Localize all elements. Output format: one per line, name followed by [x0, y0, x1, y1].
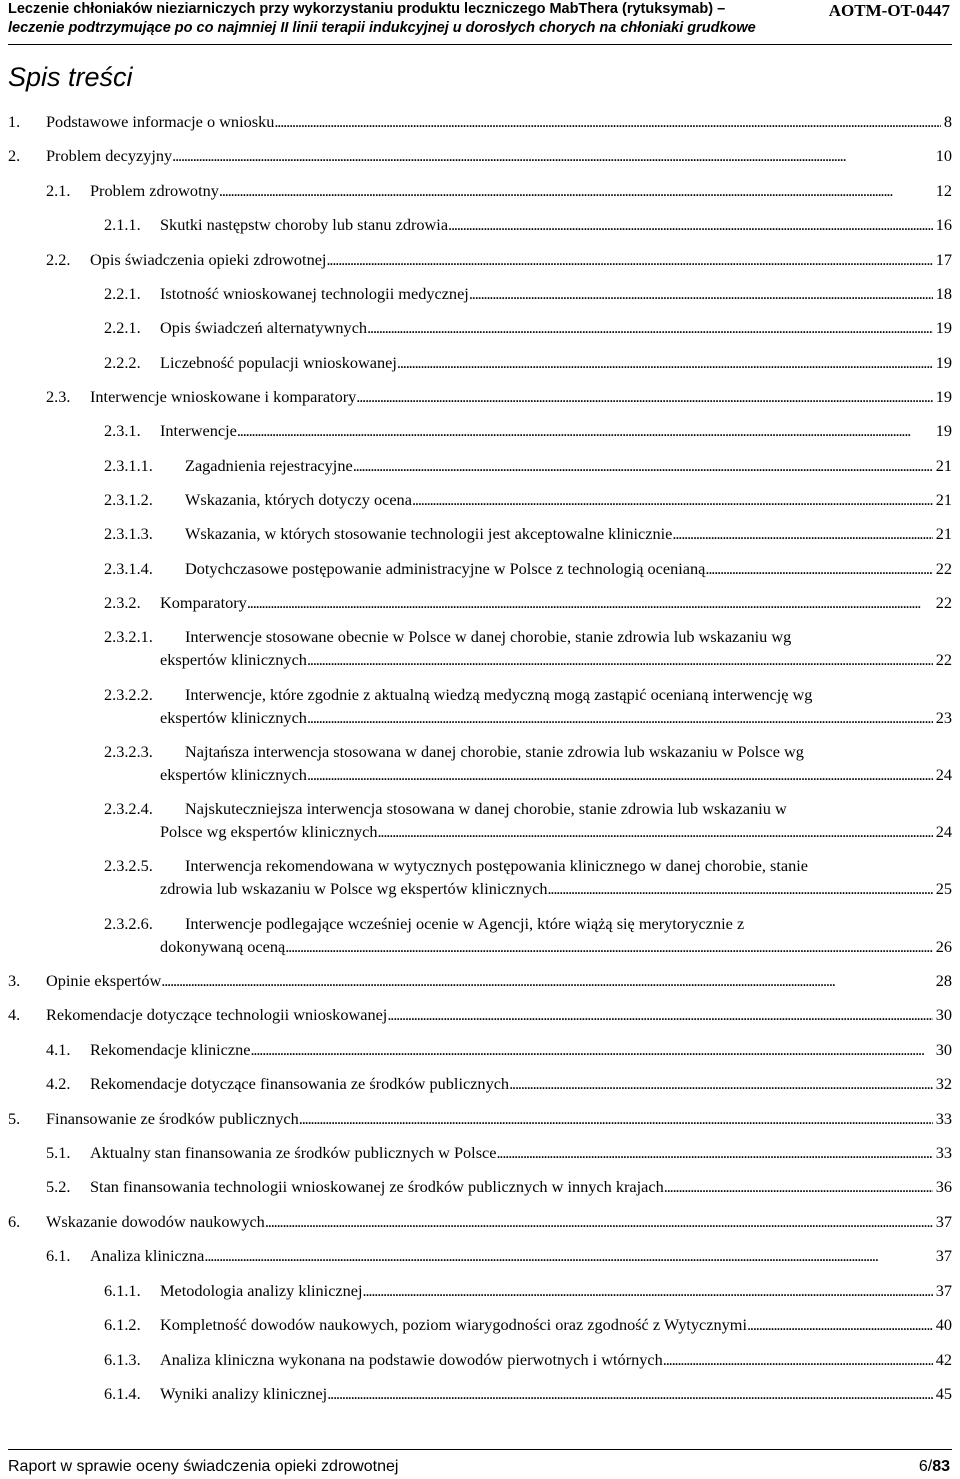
leader-dots: [219, 179, 933, 202]
header-title-line1: Leczenie chłoniaków nieziarniczych przy wykorzystaniu produktu leczniczego MabThera (rytuksymab) –: [8, 1, 726, 17]
toc-entry-line: [160, 648, 952, 671]
toc-entry-number: 2.3.2.4.: [104, 799, 153, 818]
toc-entry-line: [185, 488, 952, 511]
toc-entry-line: [160, 1382, 952, 1405]
toc-page-number: 22: [935, 650, 952, 669]
toc-entry-number: 2.3.2.2.: [104, 685, 153, 704]
toc-entry-text-line1: Interwencje podlegające wcześniej ocenie w Agencji, które wiążą się merytorycznie z: [185, 914, 745, 933]
toc-entry[interactable]: [46, 1072, 952, 1095]
toc-entry-number: 2.2.: [46, 250, 71, 269]
toc-entry-text: Opis świadczenia opieki zdrowotnej: [90, 250, 327, 269]
toc-entry-number: 2.3.1.3.: [104, 524, 153, 543]
toc-entry-text-line2: ekspertów klinicznych: [160, 708, 307, 727]
toc-entry[interactable]: [46, 1038, 952, 1061]
toc-entry-text: Wskazanie dowodów naukowych: [46, 1212, 265, 1231]
leader-dots: [377, 820, 932, 843]
toc-page-number: 26: [935, 937, 952, 956]
toc-entry-line: [160, 419, 952, 442]
toc-entry[interactable]: [8, 110, 952, 133]
toc-entry-line: [160, 763, 952, 786]
toc-entry-line: [90, 1175, 952, 1198]
toc-entry-line: [185, 454, 952, 477]
toc-entry-number: 5.2.: [46, 1177, 71, 1196]
toc-entry-number: 2.1.: [46, 181, 71, 200]
toc-entry-number: 2.1.1.: [104, 215, 141, 234]
leader-dots: [326, 248, 932, 271]
toc-entry[interactable]: [46, 385, 952, 408]
toc-entry-number: 2.3.1.1.: [104, 456, 153, 475]
toc-entry-number: 2.: [8, 146, 21, 165]
toc-entry-line: [160, 351, 952, 374]
toc-entry-text: Liczebność populacji wnioskowanej: [160, 353, 397, 372]
toc-entry[interactable]: [104, 557, 952, 580]
toc-entry[interactable]: [46, 1141, 952, 1164]
toc-entry-text: Opis świadczeń alternatywnych: [160, 318, 368, 337]
toc-title: Spis treści: [8, 62, 133, 92]
leader-dots: [496, 1141, 932, 1164]
toc-entry-text: Rekomendacje dotyczące finansowania ze środków publicznych: [90, 1074, 510, 1093]
toc-entry[interactable]: [104, 316, 952, 339]
toc-entry-text: Interwencje wnioskowane i komparatory: [90, 387, 357, 406]
toc-entry-number: 2.3.2.: [104, 593, 141, 612]
toc-entry[interactable]: [104, 351, 952, 374]
toc-page-number: 21: [935, 524, 952, 543]
toc-entry-number: 2.2.1.: [104, 318, 141, 337]
leader-dots: [172, 144, 933, 167]
toc-entry[interactable]: [104, 488, 952, 511]
toc-entry-text: Istotność wnioskowanej technologii medycznej: [160, 284, 469, 303]
leader-dots: [705, 557, 932, 580]
leader-dots: [247, 591, 933, 614]
toc-entry-line: [90, 385, 952, 408]
toc-entry-line: [90, 1072, 952, 1095]
leader-dots: [412, 488, 933, 511]
toc-page-number: 42: [935, 1350, 952, 1369]
leader-dots: [448, 213, 933, 236]
toc-entry[interactable]: [104, 797, 952, 843]
toc-entry-line: [160, 820, 952, 843]
toc-page-number: 37: [935, 1212, 952, 1231]
toc-entry[interactable]: [8, 1003, 952, 1026]
page-header: [8, 0, 952, 45]
toc-entry-text-line2: ekspertów klinicznych: [160, 650, 307, 669]
toc-entry-text: Analiza kliniczna wykonana na podstawie dowodów pierwotnych i wtórnych: [160, 1350, 663, 1369]
leader-dots: [664, 1175, 933, 1198]
toc-entry[interactable]: [8, 144, 952, 167]
toc-entry-text: Wskazania, w których stosowanie technologii jest akceptowalne klinicznie: [185, 524, 673, 543]
toc-entry-line: [46, 1107, 952, 1130]
leader-dots: [509, 1072, 933, 1095]
toc-page-number: 21: [935, 456, 952, 475]
toc-entry-text-line1: Interwencje stosowane obecnie w Polsce w danej chorobie, stanie zdrowia lub wskazaniu wg: [185, 627, 792, 646]
toc-entry[interactable]: [104, 213, 952, 236]
leader-dots: [672, 522, 932, 545]
toc-entry-line: [185, 522, 952, 545]
toc-page-number: 30: [935, 1040, 952, 1059]
toc-page-number: 8: [943, 112, 952, 131]
leader-dots: [356, 385, 932, 408]
toc-entry-number: 2.2.2.: [104, 353, 141, 372]
toc-entry-number: 2.3.2.5.: [104, 856, 153, 875]
toc-entry-number: 5.1.: [46, 1143, 71, 1162]
toc-page-number: 37: [935, 1246, 952, 1265]
toc-entry[interactable]: [104, 282, 952, 305]
toc-page-number: 17: [935, 250, 952, 269]
leader-dots: [250, 1038, 932, 1061]
toc-entry[interactable]: [104, 522, 952, 545]
total-pages: 83: [932, 1458, 950, 1475]
toc-page-number: 16: [935, 215, 952, 234]
header-title-line2: leczenie podtrzymujące po co najmniej II linii terapii indukcyjnej u dorosłych chorych na chłoniaki grudkowe: [8, 20, 756, 36]
toc-page-number: 22: [935, 593, 952, 612]
toc-entry[interactable]: [104, 1382, 952, 1405]
toc-entry-text: Wyniki analizy klinicznej: [160, 1384, 328, 1403]
toc-page-number: 19: [935, 421, 952, 440]
toc-entry-line: [160, 1313, 952, 1336]
leader-dots: [397, 351, 933, 374]
toc-entry[interactable]: [104, 912, 952, 958]
toc-entry[interactable]: [46, 248, 952, 271]
toc-page-number: 28: [935, 971, 952, 990]
toc-page-number: 24: [935, 765, 952, 784]
toc-entry-number: 2.2.1.: [104, 284, 141, 303]
toc-entry-line: [90, 1141, 952, 1164]
toc-entry-text: Metodologia analizy klinicznej: [160, 1281, 363, 1300]
toc-page-number: 10: [935, 146, 952, 165]
toc-entry[interactable]: [8, 1210, 952, 1233]
toc-entry[interactable]: [46, 1244, 952, 1267]
toc-entry-number: 2.3.1.4.: [104, 559, 153, 578]
toc-entry[interactable]: [46, 1175, 952, 1198]
toc-entry-line: [90, 179, 952, 202]
toc-entry-text: Komparatory: [160, 593, 247, 612]
toc-entry-text: Stan finansowania technologii wnioskowanej ze środków publicznych w innych krajach: [90, 1177, 664, 1196]
toc-entry-text: Problem decyzyjny: [46, 146, 173, 165]
toc-entry[interactable]: [104, 683, 952, 729]
toc-entry-line: [185, 557, 952, 580]
toc-entry[interactable]: [104, 1279, 952, 1302]
toc-entry-line: [46, 110, 952, 133]
leader-dots: [327, 1382, 933, 1405]
toc-page-number: 30: [935, 1005, 952, 1024]
toc-entry-line: [160, 282, 952, 305]
leader-dots: [265, 1210, 933, 1233]
toc-entry[interactable]: [8, 1107, 952, 1130]
toc-page-number: 33: [935, 1109, 952, 1128]
toc-page-number: 18: [935, 284, 952, 303]
toc-entry-number: 6.1.4.: [104, 1384, 141, 1403]
toc-entry[interactable]: [104, 625, 952, 671]
toc-entry-line: [90, 248, 952, 271]
report-code: AOTM-OT-0447: [828, 1, 950, 20]
leader-dots: [237, 419, 933, 442]
toc-entry[interactable]: [104, 1348, 952, 1371]
toc-entry-line: [46, 1210, 952, 1233]
toc-entry[interactable]: [104, 591, 952, 614]
leader-dots: [547, 877, 932, 900]
toc-page-number: 19: [935, 353, 952, 372]
leader-dots: [363, 1279, 933, 1302]
toc-entry-line: [160, 877, 952, 900]
toc-entry-text: Finansowanie ze środków publicznych: [46, 1109, 299, 1128]
toc-entry-text: Wskazania, których dotyczy ocena: [185, 490, 412, 509]
toc-entry[interactable]: [104, 454, 952, 477]
toc-entry-number: 6.1.: [46, 1246, 71, 1265]
toc-entry-text-line2: Polsce wg ekspertów klinicznych: [160, 822, 378, 841]
toc-entry-text: Aktualny stan finansowania ze środków publicznych w Polsce: [90, 1143, 497, 1162]
leader-dots: [747, 1313, 933, 1336]
toc-entry-number: 6.1.3.: [104, 1350, 141, 1369]
toc-entry-text: Rekomendacje kliniczne: [90, 1040, 251, 1059]
toc-entry-text: Dotychczasowe postępowanie administracyjne w Polsce z technologią ocenianą: [185, 559, 706, 578]
toc-entry-text: Problem zdrowotny: [90, 181, 219, 200]
toc-entry-line: [46, 969, 952, 992]
toc-entry-text-line2: dokonywaną oceną: [160, 937, 286, 956]
leader-dots: [353, 454, 933, 477]
leader-dots: [285, 935, 932, 958]
leader-dots: [307, 648, 933, 671]
toc-entry-line: [90, 1244, 952, 1267]
toc-entry[interactable]: [8, 969, 952, 992]
toc-page-number: 23: [935, 708, 952, 727]
toc-page-number: 40: [935, 1315, 952, 1334]
toc-page-number: 33: [935, 1143, 952, 1162]
toc-entry-line: [160, 316, 952, 339]
leader-dots: [161, 969, 932, 992]
toc-entry-line: [160, 1279, 952, 1302]
toc-entry-text: Podstawowe informacje o wniosku: [46, 112, 275, 131]
leader-dots: [387, 1003, 932, 1026]
toc-page-number: 22: [935, 559, 952, 578]
toc-entry-line: [160, 213, 952, 236]
leader-dots: [663, 1348, 933, 1371]
toc-entry-number: 6.: [8, 1212, 21, 1231]
toc-entry-line: [160, 591, 952, 614]
toc-entry-line: [46, 144, 952, 167]
toc-entry-text-line1: Interwencja rekomendowana w wytycznych postępowania klinicznego w danej chorobie, stanie: [185, 856, 808, 875]
toc-entry-number: 4.2.: [46, 1074, 71, 1093]
toc-entry-number: 4.: [8, 1005, 21, 1024]
leader-dots: [307, 706, 933, 729]
leader-dots: [274, 110, 941, 133]
toc-entry-number: 2.3.2.3.: [104, 742, 153, 761]
toc-entry-number: 4.1.: [46, 1040, 71, 1059]
toc-entry-number: 1.: [8, 112, 21, 131]
toc-entry-text-line2: ekspertów klinicznych: [160, 765, 307, 784]
toc-entry-number: 2.3.2.6.: [104, 914, 153, 933]
toc-entry-line: [160, 935, 952, 958]
toc-entry-text-line1: Najskuteczniejsza interwencja stosowana w danej chorobie, stanie zdrowia lub wskazaniu w: [185, 799, 787, 818]
page-footer: [8, 1449, 952, 1475]
toc-entry-text: Zagadnienia rejestracyjne: [185, 456, 353, 475]
footer-report-name: Raport w sprawie oceny świadczenia opieki zdrowotnej: [8, 1458, 399, 1475]
toc-page-number: 19: [935, 318, 952, 337]
toc-entry-number: 2.3.1.2.: [104, 490, 153, 509]
toc-entry-line: [160, 1348, 952, 1371]
toc-page-number: 25: [935, 879, 952, 898]
toc-page-number: 19: [935, 387, 952, 406]
page-number: [919, 1458, 950, 1476]
toc-entry-text: Skutki następstw choroby lub stanu zdrowia: [160, 215, 449, 234]
toc-page-number: 21: [935, 490, 952, 509]
leader-dots: [299, 1107, 933, 1130]
toc-entry-number: 2.3.: [46, 387, 71, 406]
leader-dots: [367, 316, 933, 339]
toc-page-number: 24: [935, 822, 952, 841]
toc-entry-text: Opinie ekspertów: [46, 971, 162, 990]
toc-entry-number: 5.: [8, 1109, 21, 1128]
toc-entry-line: [46, 1003, 952, 1026]
toc-page-number: 12: [935, 181, 952, 200]
toc-page-number: 36: [935, 1177, 952, 1196]
toc-entry-text-line2: zdrowia lub wskazaniu w Polsce wg ekspertów klinicznych: [160, 879, 548, 898]
toc-entry-text-line1: Interwencje, które zgodnie z aktualną wiedzą medyczną mogą zastąpić ocenianą interwencję wg: [185, 685, 813, 704]
leader-dots: [307, 763, 933, 786]
toc-entry-text: Rekomendacje dotyczące technologii wnioskowanej: [46, 1005, 388, 1024]
toc-entry-number: 2.3.2.1.: [104, 627, 153, 646]
toc-entry-text: Kompletność dowodów naukowych, poziom wiarygodności oraz zgodność z Wytycznymi: [160, 1315, 747, 1334]
current-page: 6: [918, 1458, 928, 1475]
toc-page-number: 45: [935, 1384, 952, 1403]
toc-entry-line: [90, 1038, 952, 1061]
leader-dots: [469, 282, 933, 305]
toc-entry[interactable]: [104, 419, 952, 442]
leader-dots: [204, 1244, 932, 1267]
page-separator: /: [927, 1458, 933, 1475]
toc-entry[interactable]: [104, 1313, 952, 1336]
toc-entry-number: 2.3.1.: [104, 421, 141, 440]
toc-page-number: 32: [935, 1074, 952, 1093]
toc-entry-number: 6.1.2.: [104, 1315, 141, 1334]
toc-entry[interactable]: [104, 854, 952, 900]
toc-entry-number: 3.: [8, 971, 21, 990]
toc-entry-text: Analiza kliniczna: [90, 1246, 205, 1265]
toc-entry-number: 6.1.1.: [104, 1281, 141, 1300]
toc-entry-line: [160, 706, 952, 729]
toc-entry-text: Interwencje: [160, 421, 237, 440]
toc-entry[interactable]: [104, 740, 952, 786]
toc-entry-text-line1: Najtańsza interwencja stosowana w danej chorobie, stanie zdrowia lub wskazaniu w Polsce wg: [185, 742, 804, 761]
toc-page-number: 37: [935, 1281, 952, 1300]
toc-entry[interactable]: [46, 179, 952, 202]
